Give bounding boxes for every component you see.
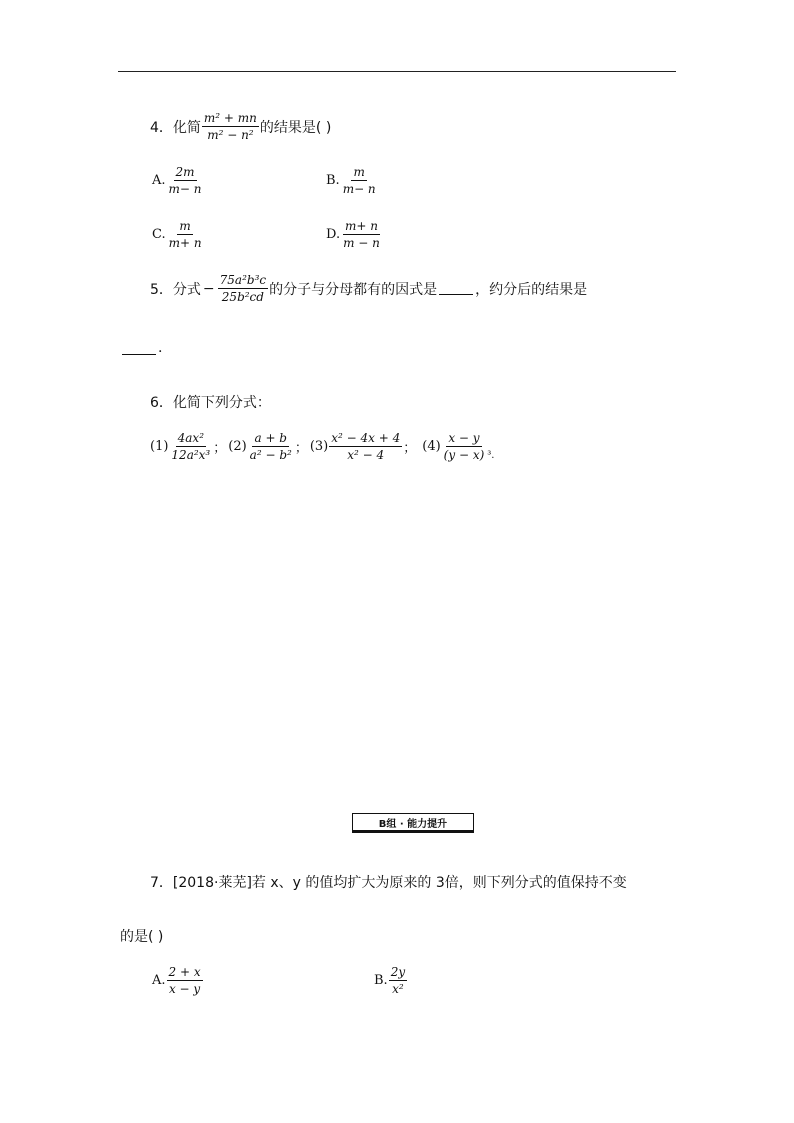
q4-option-b[interactable]: [326, 166, 379, 195]
part-3-fraction: [329, 432, 402, 461]
q4-prefix: 4．化简: [150, 119, 201, 136]
question-7-line-2: 的是( ): [120, 929, 164, 945]
fraction-numerator: x² − 4x + 4: [331, 431, 401, 445]
q5-end: .: [158, 340, 163, 356]
question-7-line-1: 7．[2018·莱芜]若 x、y 的值均扩大为原来的 3倍，则下列分式的值保持不变: [150, 875, 627, 891]
part-1-fraction: [169, 432, 212, 461]
option-label: B.: [374, 973, 388, 988]
option-label: D.: [326, 227, 341, 242]
q5-tail: ，约分后的结果是: [475, 281, 588, 298]
q4-numerator: m² + mn: [203, 111, 257, 125]
option-numerator: m+ n: [345, 219, 378, 233]
option-label: A.: [152, 973, 166, 988]
part-label: (3): [309, 439, 329, 454]
option-label: A.: [152, 173, 166, 188]
option-numerator: m: [353, 165, 365, 179]
separator: ³.: [487, 450, 495, 461]
fraction-numerator: x − y: [448, 431, 480, 445]
separator: ；: [213, 441, 227, 456]
q4-suffix: 的结果是( ): [259, 119, 332, 136]
question-5: [150, 274, 587, 303]
option-numerator: 2 + x: [168, 965, 201, 979]
option-numerator: 2y: [390, 965, 406, 979]
part-4-fraction: [442, 432, 487, 461]
q7-option-b[interactable]: [374, 966, 408, 995]
part-label: (1): [150, 439, 169, 454]
option-fraction: [167, 966, 203, 995]
part-label: (2): [228, 439, 247, 454]
q5-numerator: 75a²b³c: [219, 273, 267, 287]
q5-mid: 的分子与分母都有的因式是: [269, 281, 438, 298]
header-rule: [118, 71, 676, 72]
option-denominator: x − y: [168, 982, 201, 996]
option-label: C.: [152, 227, 166, 242]
option-label: B.: [326, 173, 340, 188]
answer-blank[interactable]: [122, 342, 156, 355]
option-fraction: [167, 166, 204, 195]
option-denominator: x²: [392, 982, 404, 996]
separator: ；: [294, 441, 308, 456]
option-denominator: m+ n: [168, 236, 202, 250]
section-badge: [352, 813, 474, 833]
q5-sign: −: [202, 280, 215, 297]
option-numerator: 2m: [175, 165, 195, 179]
fraction-denominator: 12a²x³: [171, 448, 211, 462]
option-denominator: m − n: [343, 236, 380, 250]
fraction-denominator: x² − 4: [347, 448, 385, 462]
answer-blank[interactable]: [439, 282, 473, 295]
option-fraction: [389, 966, 407, 995]
fraction-denominator: (y − x): [443, 448, 485, 462]
q5-continuation: [120, 340, 162, 356]
question-4: [150, 112, 331, 141]
option-numerator: m: [179, 219, 191, 233]
q5-prefix: 5．分式: [150, 281, 201, 298]
part-label: (4): [422, 439, 441, 454]
option-denominator: m− n: [342, 182, 376, 196]
option-fraction: [341, 166, 378, 195]
q4-option-c[interactable]: [152, 220, 205, 249]
q7-option-a[interactable]: [152, 966, 204, 995]
q5-fraction: [218, 274, 268, 303]
part-2-fraction: [248, 432, 294, 461]
section-label: B组 · 能力提升: [378, 818, 448, 830]
q4-option-d[interactable]: [326, 220, 383, 249]
fraction-numerator: a + b: [254, 431, 287, 445]
question-6-title: 6．化简下列分式：: [150, 395, 271, 411]
q5-denominator: 25b²cd: [221, 290, 264, 304]
option-fraction: [341, 220, 382, 249]
q4-fraction: [202, 112, 259, 141]
fraction-numerator: 4ax²: [177, 431, 205, 445]
separator: ；: [403, 441, 417, 456]
question-6-parts: [150, 432, 494, 461]
option-fraction: [167, 220, 204, 249]
q4-denominator: m² − n²: [207, 128, 254, 142]
fraction-denominator: a² − b²: [249, 448, 292, 462]
q4-option-a[interactable]: [152, 166, 205, 195]
option-denominator: m− n: [168, 182, 202, 196]
